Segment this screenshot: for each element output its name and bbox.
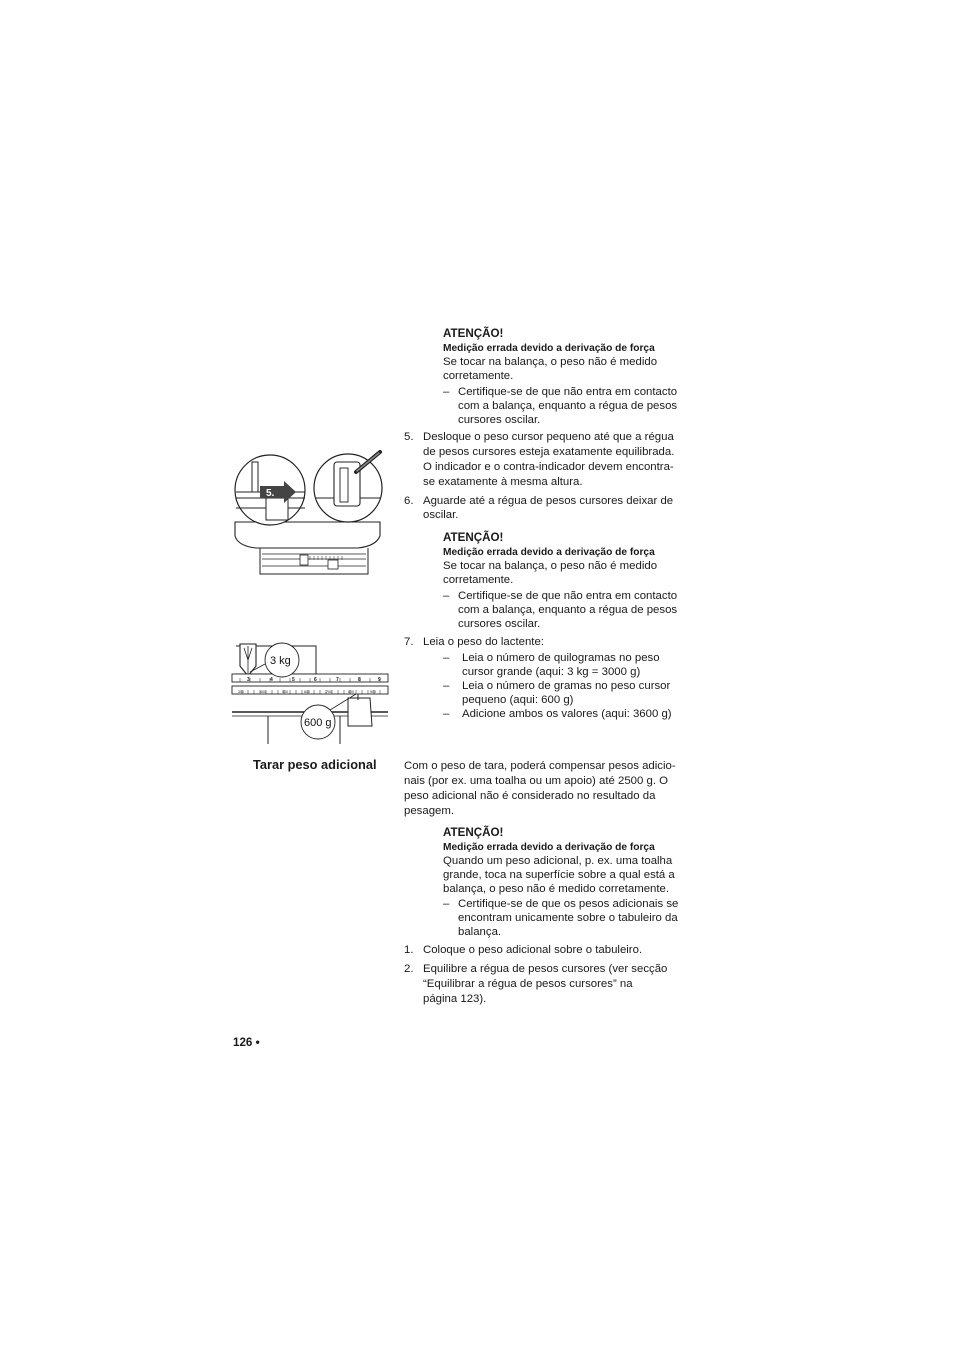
dash-marker: –	[443, 386, 450, 398]
step-line: de pesos cursores esteja exatamente equilibrada.	[423, 446, 675, 458]
bullet-line: Adicione ambos os valores (aqui: 3600 g)	[462, 708, 672, 720]
step-line: se exatamente à mesma altura.	[423, 476, 583, 488]
warning-subtitle: Medição errada devido a derivação de força	[443, 547, 655, 558]
warning-text-line: Se tocar na balança, o peso não é medido	[443, 356, 658, 368]
step-line: “Equilibrar a régua de pesos cursores” na	[423, 978, 633, 990]
warning-text-line: Se tocar na balança, o peso não é medido	[443, 560, 658, 572]
step-6	[404, 494, 694, 524]
tare-step-1	[404, 943, 694, 959]
bullet-line: Certifique-se de que não entra em contacto	[458, 386, 678, 398]
bullet-line: com a balança, enquanto a régua de pesos	[458, 604, 678, 616]
scale-bar-g	[232, 686, 388, 694]
step-line: oscilar.	[423, 509, 459, 521]
warning-title: ATENÇÃO!	[443, 327, 504, 340]
intro-line: nais (por ex. uma toalha ou um apoio) até 2500 g. O	[404, 775, 669, 787]
step-number: 6.	[404, 495, 414, 507]
warning-text-line: corretamente.	[443, 370, 514, 382]
warning-bullet	[443, 897, 703, 939]
intro-line: peso adicional não é considerado no resultado da	[404, 790, 656, 802]
warning-subtitle: Medição errada devido a derivação de força	[443, 343, 655, 354]
bullet-line: cursores oscilar.	[458, 414, 541, 426]
dash-marker: –	[443, 898, 450, 910]
bullet-line: balança.	[458, 926, 502, 938]
dash-marker: –	[443, 652, 450, 664]
warning-bullet	[443, 589, 703, 631]
step-bullet	[443, 707, 683, 721]
dash-marker: –	[443, 590, 450, 602]
step-line: O indicador e o contra-indicador devem encontra-	[423, 461, 674, 473]
step-number: 7.	[404, 636, 414, 648]
step-number: 2.	[404, 963, 414, 975]
step-number: 5.	[404, 431, 414, 443]
label-kg: 3 kg	[270, 655, 291, 667]
warning-text-line: grande, toca na superfície sobre a qual está a	[443, 869, 675, 881]
bullet-line: cursores oscilar.	[458, 618, 541, 630]
kg-scale-label: 8	[358, 677, 361, 683]
step-number: 1.	[404, 944, 414, 956]
bullet-line: Leia o número de quilogramas no peso	[462, 652, 660, 664]
kg-scale-label: 7	[336, 677, 339, 683]
g-scale-label: 300	[238, 690, 244, 694]
step-line: Leia o peso do lactente:	[423, 636, 544, 648]
kg-scale-label: 9	[378, 677, 381, 683]
figure-callout-step: 5.	[266, 488, 275, 499]
step-bullet	[443, 679, 683, 707]
bullet-line: com a balança, enquanto a régua de pesos	[458, 400, 678, 412]
tare-step-2	[404, 962, 694, 1008]
warning-block-3	[443, 826, 703, 938]
scale-body-outline	[235, 522, 380, 548]
step-line: Aguarde até a régua de pesos cursores deixar de	[423, 495, 674, 507]
g-scale-label: 400	[260, 690, 266, 694]
dash-marker: –	[443, 708, 450, 720]
g-scale-label: 700	[326, 690, 332, 694]
step-bullet	[443, 651, 683, 679]
warning-text-line: Quando um peso adicional, p. ex. uma toalha	[443, 855, 673, 867]
intro-line: pesagem.	[404, 805, 455, 817]
kg-scale-label: 5	[292, 677, 295, 683]
bullet-line: Certifique-se de que não entra em contacto	[458, 590, 678, 602]
g-scale-label: 800	[348, 690, 354, 694]
warning-block-1	[443, 327, 703, 427]
warning-title: ATENÇÃO!	[443, 826, 504, 839]
step-7	[404, 635, 694, 725]
label-g: 600 g	[304, 717, 332, 729]
warning-text-line: balança, o peso não é medido corretamente.	[443, 883, 670, 895]
g-scale-label: 600	[304, 690, 310, 694]
figure-beam-reading	[230, 638, 390, 744]
intro-line: Com o peso de tara, poderá compensar pesos adicio-	[404, 760, 676, 772]
scale-base	[260, 548, 368, 574]
step-line: Equilibre a régua de pesos cursores (ver secção	[423, 963, 668, 975]
kg-scale-label: 6	[314, 677, 317, 683]
warning-block-2	[443, 531, 703, 631]
step-line: Desloque o peso cursor pequeno até que a régua	[423, 431, 674, 443]
warning-text-line: corretamente.	[443, 574, 514, 586]
step-line: Coloque o peso adicional sobre o tabuleiro.	[423, 944, 643, 956]
indicator-pointer	[340, 468, 348, 502]
figure-scale-balancing	[230, 448, 390, 580]
warning-bullet	[443, 385, 703, 427]
g-scale-label: 500	[282, 690, 288, 694]
bullet-line: Leia o número de gramas no peso cursor	[462, 680, 671, 692]
warning-title: ATENÇÃO!	[443, 531, 504, 544]
beam-weight	[328, 560, 338, 569]
detail-indicator	[252, 462, 258, 492]
bullet-line: cursor grande (aqui: 3 kg = 3000 g)	[462, 666, 641, 678]
small-sliding-weight	[348, 698, 372, 726]
kg-scale-label: 4	[270, 677, 273, 683]
g-scale-label: 900	[370, 690, 376, 694]
page-number: 126 •	[233, 1036, 260, 1049]
dash-marker: –	[443, 680, 450, 692]
warning-subtitle: Medição errada devido a derivação de força	[443, 842, 655, 853]
beam-weight	[300, 555, 308, 565]
bullet-line: encontram unicamente sobre o tabuleiro da	[458, 912, 678, 924]
section-intro	[404, 759, 694, 819]
section-heading: Tarar peso adicional	[253, 757, 377, 772]
step-5	[404, 430, 694, 490]
bullet-line: Certifique-se de que os pesos adicionais se	[458, 898, 679, 910]
step-line: página 123).	[423, 993, 487, 1005]
bullet-line: pequeno (aqui: 600 g)	[462, 694, 574, 706]
kg-scale-label: 3	[247, 677, 250, 683]
beam-ticks	[310, 556, 342, 560]
